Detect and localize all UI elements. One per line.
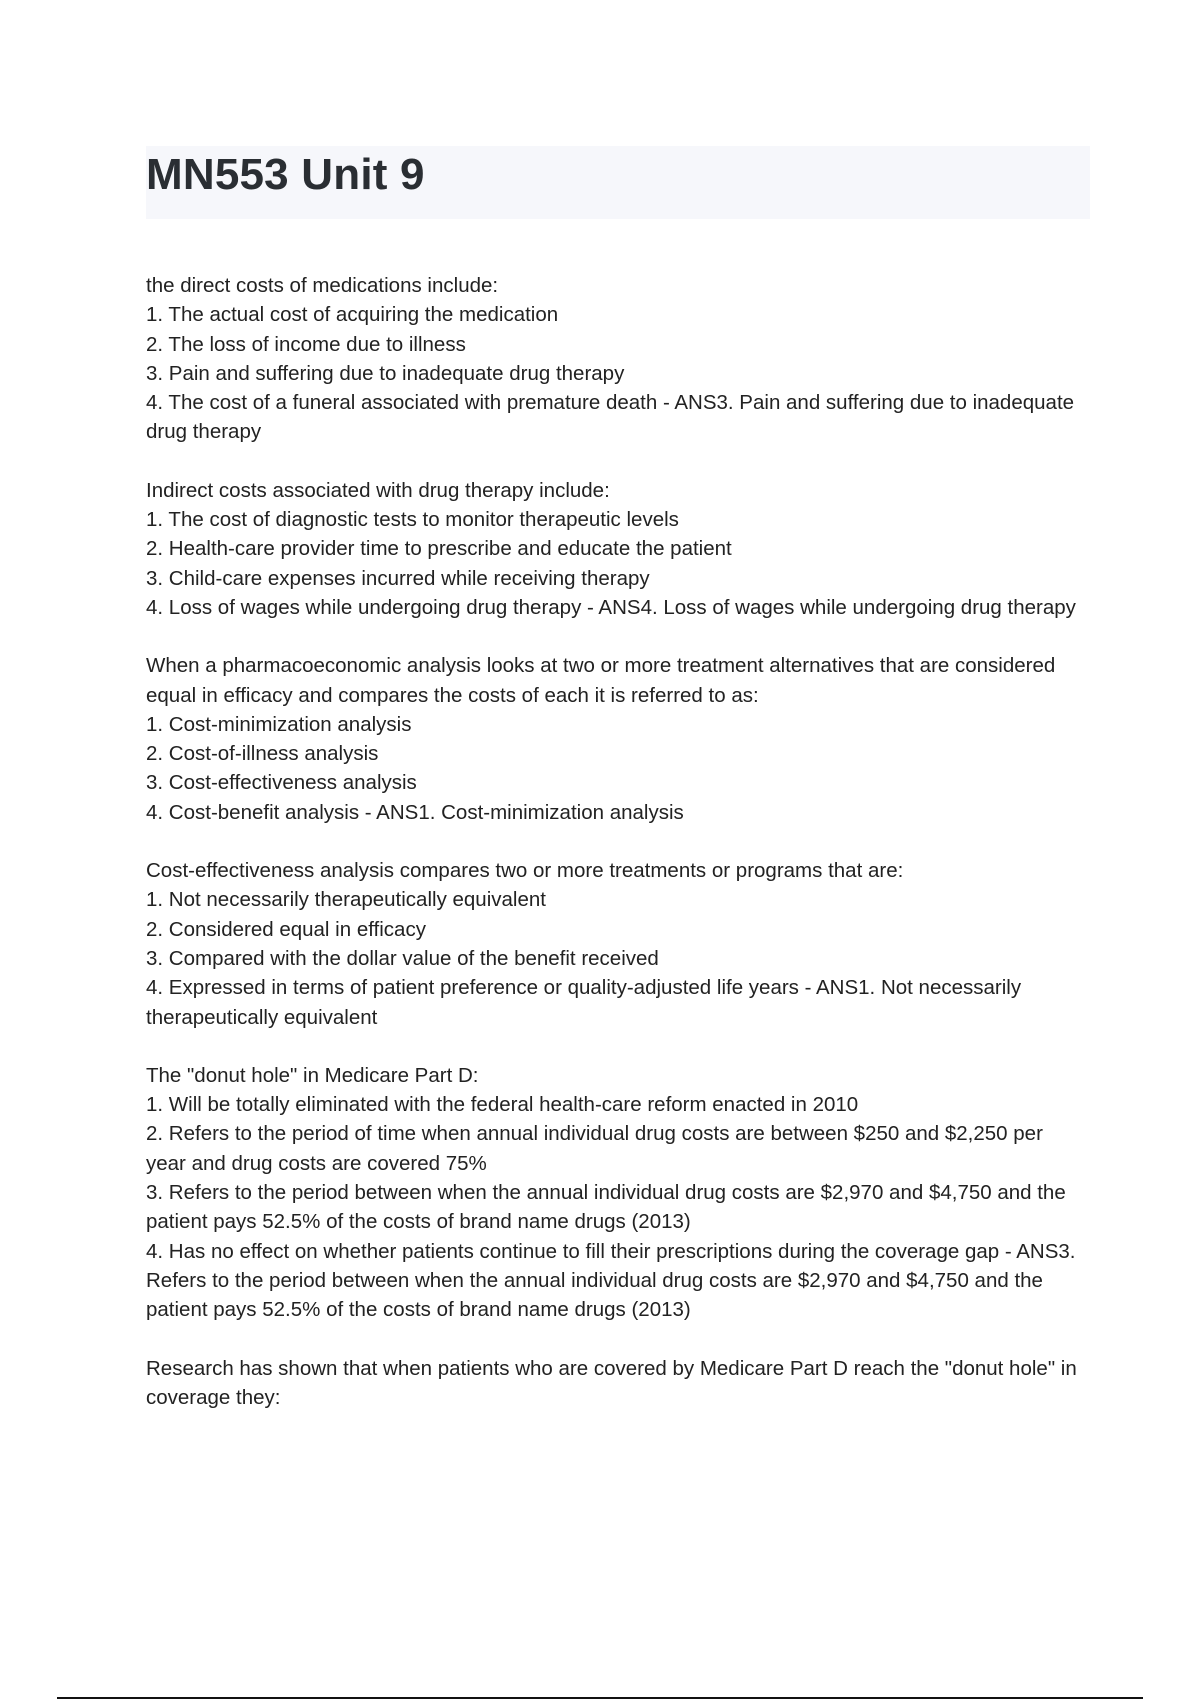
answer-option: 2. Cost-of-illness analysis <box>146 742 379 766</box>
footer-divider <box>57 1697 1143 1699</box>
question-block <box>146 476 1086 622</box>
question-stem: Indirect costs associated with drug therapy include: <box>146 478 610 502</box>
answer-option: 1. Will be totally eliminated with the federal health-care reform enacted in 2010 <box>146 1093 859 1117</box>
answer-option: 1. The actual cost of acquiring the medication <box>146 303 559 327</box>
answer-option: 1. The cost of diagnostic tests to monitor therapeutic levels <box>146 508 679 532</box>
answer-option: 3. Pain and suffering due to inadequate drug therapy <box>146 361 625 385</box>
answer-option-with-answer: 4. The cost of a funeral associated with premature death - ANS3. Pain and suffering due to inadequate drug therapy <box>146 391 1075 444</box>
question-stem: When a pharmacoeconomic analysis looks at two or more treatment alternatives that are considered equal in efficacy and compares the costs of each it is referred to as: <box>146 654 1056 707</box>
answer-option: 2. The loss of income due to illness <box>146 332 466 356</box>
answer-option: 2. Refers to the period of time when annual individual drug costs are between $250 and $2,250 per year and drug costs are covered 75% <box>146 1122 1043 1175</box>
document-body <box>146 271 1086 1441</box>
answer-option-with-answer: 4. Cost-benefit analysis - ANS1. Cost-minimization analysis <box>146 800 684 824</box>
answer-option: 3. Child-care expenses incurred while receiving therapy <box>146 566 650 590</box>
question-block <box>146 271 1086 447</box>
answer-option-with-answer: 4. Has no effect on whether patients continue to fill their prescriptions during the coverage gap - ANS3. Refers to the period between when the annual individual drug costs are $2,970 and $4,750 and the patient pays 52.5% of the costs of brand name drugs (2013) <box>146 1239 1076 1322</box>
question-stem: Research has shown that when patients who are covered by Medicare Part D reach the "donut hole" in coverage they: <box>146 1356 1077 1409</box>
answer-option: 2. Considered equal in efficacy <box>146 917 426 941</box>
question-stem: The "donut hole" in Medicare Part D: <box>146 1063 479 1087</box>
answer-option-with-answer: 4. Loss of wages while undergoing drug therapy - ANS4. Loss of wages while undergoing drug therapy <box>146 595 1076 619</box>
answer-option: 3. Compared with the dollar value of the benefit received <box>146 946 659 970</box>
answer-option: 1. Not necessarily therapeutically equivalent <box>146 888 546 912</box>
answer-option: 1. Cost-minimization analysis <box>146 712 412 736</box>
question-block <box>146 1061 1086 1325</box>
question-block <box>146 856 1086 1032</box>
question-stem: Cost-effectiveness analysis compares two or more treatments or programs that are: <box>146 859 904 883</box>
question-block <box>146 1354 1086 1413</box>
question-stem: the direct costs of medications include: <box>146 274 499 297</box>
answer-option-with-answer: 4. Expressed in terms of patient preference or quality-adjusted life years - ANS1. Not necessarily therapeutically equivalent <box>146 976 1022 1029</box>
answer-option: 3. Refers to the period between when the annual individual drug costs are $2,970 and $4,750 and the patient pays 52.5% of the costs of brand name drugs (2013) <box>146 1181 1066 1234</box>
answer-option: 2. Health-care provider time to prescribe and educate the patient <box>146 537 732 561</box>
page-title: MN553 Unit 9 <box>146 150 425 199</box>
answer-option: 3. Cost-effectiveness analysis <box>146 771 417 795</box>
question-block <box>146 651 1086 827</box>
